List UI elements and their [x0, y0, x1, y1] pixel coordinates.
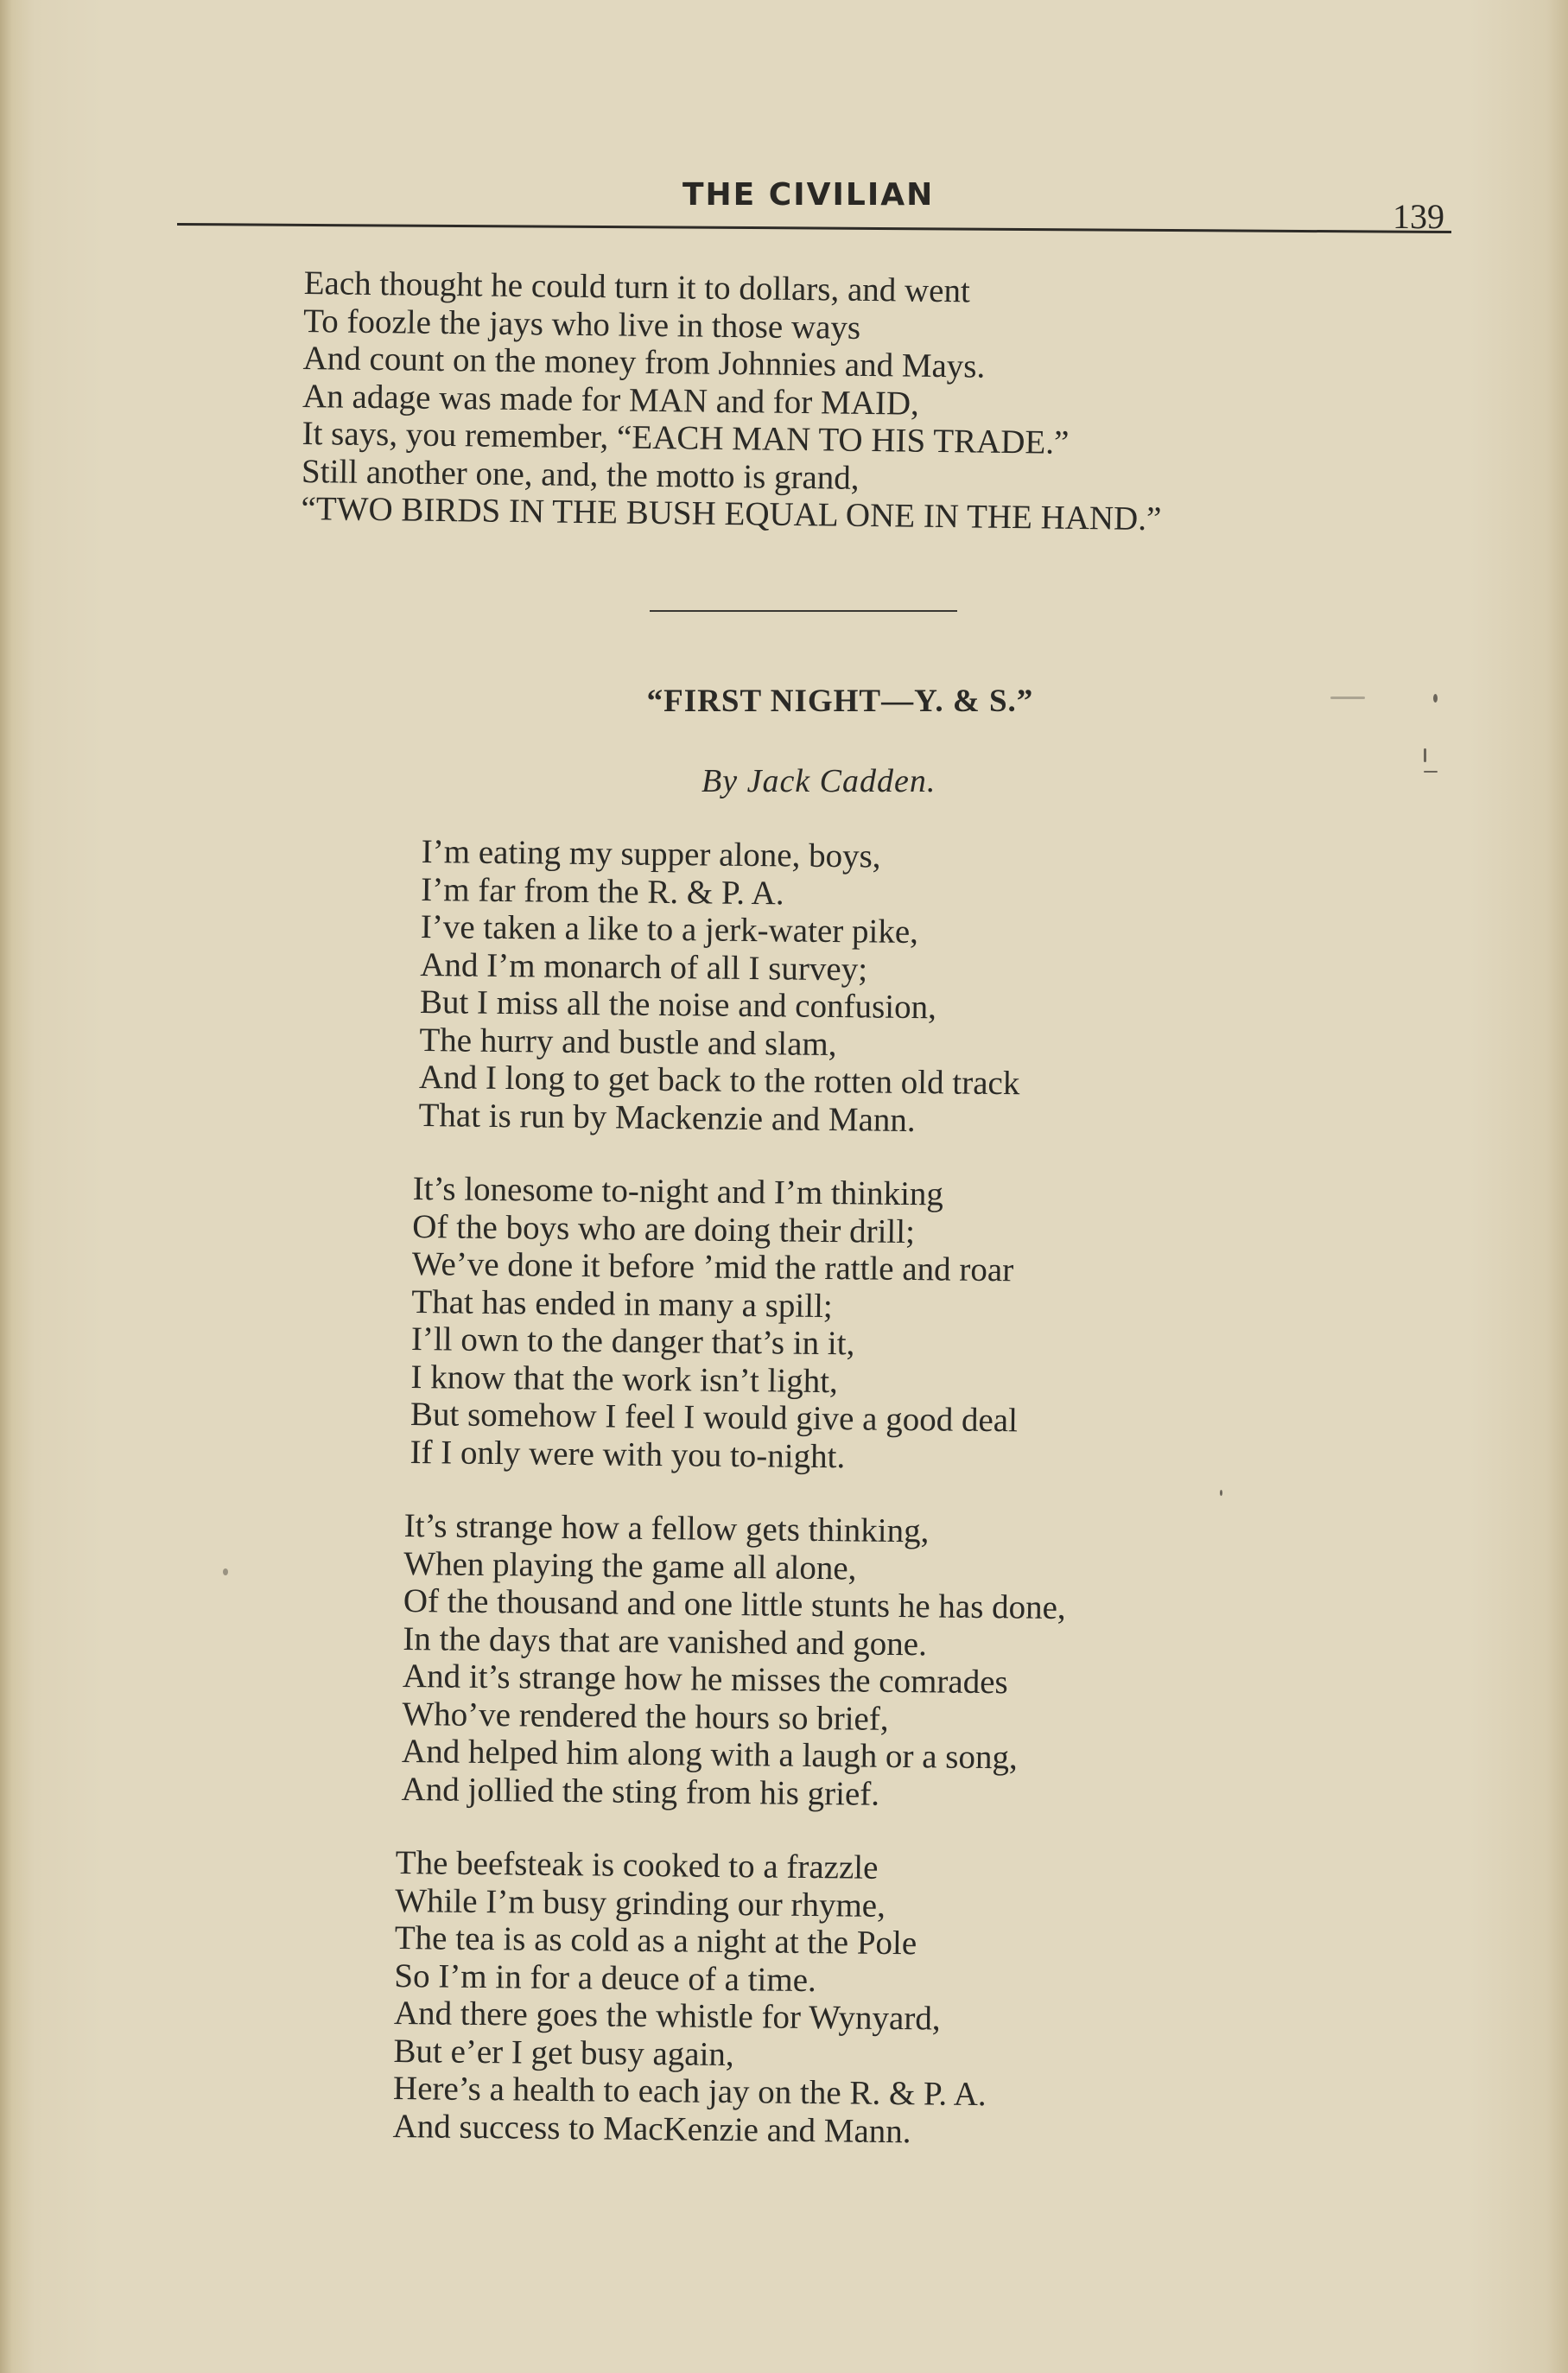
poem-line: Here’s a health to each jay on the R. & P. A. [392, 2069, 987, 2114]
poem-line: In the days that are vanished and gone. [403, 1619, 928, 1663]
poem-line: Of the boys who are doing their drill; [412, 1207, 916, 1250]
poem-line: It says, you remember, “EACH MAN TO HIS TRADE.” [302, 414, 1070, 461]
ink-speck [1424, 771, 1438, 773]
poem-line: But somehow I feel I would give a good deal [409, 1395, 1019, 1440]
poem-line: When playing the game all alone, [403, 1544, 857, 1587]
ink-speck [1220, 1490, 1222, 1496]
poem-line: It’s lonesome to-night and I’m thinking [412, 1170, 944, 1213]
poem-line: It’s strange how a fellow gets thinking, [403, 1507, 930, 1550]
poem-line: To foozle the jays who live in those ways [302, 302, 861, 347]
ink-speck [1433, 694, 1438, 703]
poem-line: Who’ve rendered the hours so brief, [402, 1695, 889, 1738]
poem-title: “FIRST NIGHT—Y. & S.” [646, 684, 1034, 719]
poem-line: And there goes the whistle for Wynyard, [393, 1994, 941, 2038]
poem-line: And I long to get back to the rotten old track [418, 1058, 1020, 1103]
ink-speck [1330, 697, 1365, 699]
poem-line: The hurry and bustle and slam, [419, 1021, 837, 1063]
poem-line: An adage was made for MAN and for MAID, [302, 377, 920, 423]
poem-line: So I’m in for a deuce of a time. [394, 1956, 817, 1999]
previous-poem-ending [301, 264, 1164, 538]
poem-line: But I miss all the noise and confusion, [419, 983, 937, 1027]
poem-line: That is run by Mackenzie and Mann. [418, 1096, 916, 1139]
journal-title: THE CIVILIAN [682, 177, 935, 213]
poem-line: And success to MacKenzie and Mann. [392, 2107, 911, 2150]
poem-line: We’ve done it before ’mid the rattle and roar [411, 1244, 1014, 1289]
stanza-2 [409, 1170, 1020, 1477]
poem-line: And I’m monarch of all I survey; [420, 945, 868, 988]
poem-line: But e’er I get busy again, [393, 2032, 734, 2073]
poem-line: That has ended in many a spill; [411, 1282, 833, 1325]
poem-line: Of the thousand and one little stunts he has done, [403, 1581, 1066, 1627]
poem-line: Still another one, and, the motto is grand, [301, 452, 860, 497]
poem-line: If I only were with you to-night. [409, 1433, 846, 1475]
poem-line: I’ll own to the danger that’s in it, [410, 1320, 855, 1363]
poem-line: I know that the work isn’t light, [410, 1358, 839, 1400]
poem-line: And it’s strange how he misses the comrades [402, 1657, 1008, 1702]
poem-line: I’m eating my supper alone, boys, [421, 833, 881, 875]
running-head [0, 177, 1568, 236]
poem-line: And helped him along with a laugh or a song, [401, 1732, 1018, 1777]
stanza-4 [392, 1844, 988, 2151]
stanza-3 [401, 1507, 1066, 1815]
poem-line: The beefsteak is cooked to a frazzle [395, 1844, 879, 1886]
poem-line: And count on the money from Johnnies and Mays. [302, 339, 986, 385]
poem-byline: By Jack Cadden. [701, 763, 936, 799]
section-divider [650, 610, 957, 612]
ink-speck [1424, 748, 1426, 762]
poem-line: Each thought he could turn it to dollars, and went [303, 264, 971, 310]
ink-speck [223, 1568, 228, 1575]
poem-line: The tea is as cold as a night at the Pole [394, 1918, 917, 1963]
poem-line: I’m far from the R. & P. A. [421, 870, 784, 912]
poem-line: While I’m busy grinding our rhyme, [395, 1881, 886, 1924]
page-number: 139 [1393, 197, 1444, 236]
poem-line: “TWO BIRDS IN THE BUSH EQUAL ONE IN THE HAND.” [301, 489, 1162, 538]
stanza-1 [418, 833, 1022, 1140]
poem-line: And jollied the sting from his grief. [401, 1770, 880, 1813]
poem-line: I’ve taken a like to a jerk-water pike, [420, 907, 919, 951]
